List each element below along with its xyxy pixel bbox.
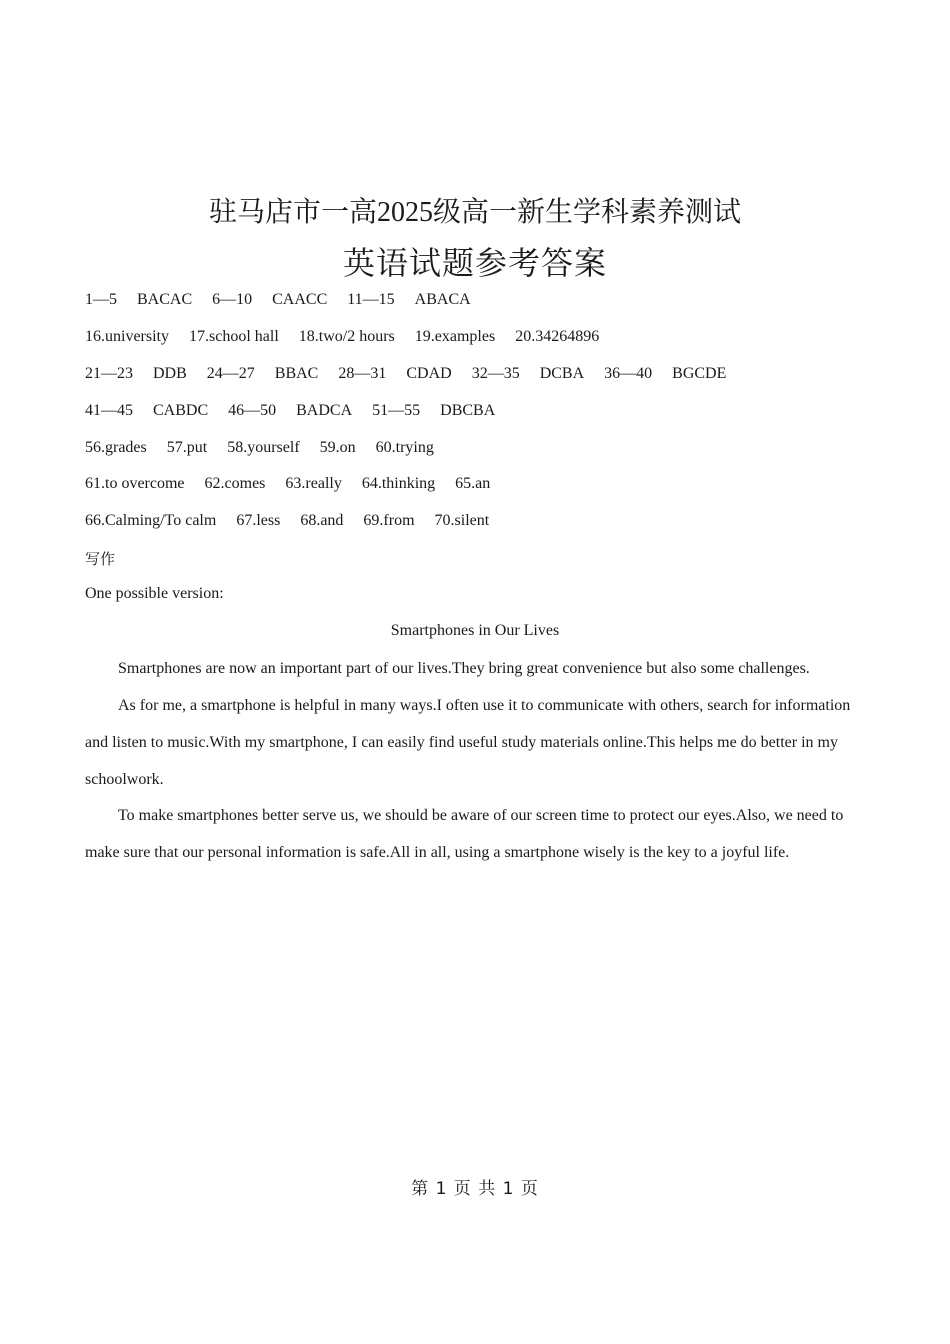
answer-range: 24—27 [206,365,255,382]
answer-item: 68.and [300,512,344,529]
answer-value: BBAC [274,365,319,382]
answer-value: CDAD [406,365,452,382]
answer-item: 58.yourself [227,439,300,456]
answer-value: BACAC [137,291,193,308]
answer-range: 32—35 [471,365,520,382]
answer-row-2 [85,328,599,346]
answer-item: 18.two/2 hours [298,328,395,345]
answer-row-3 [85,365,726,383]
document-title: 驻马店市一高2025级高一新生学科素养测试 [208,197,741,228]
answer-row-1 [85,291,471,309]
answer-range: 11—15 [347,291,395,308]
essay-paragraph-3: To make smartphones better serve us, we should be aware of our screen time to protect our eyes.Also, we need to make sure that our personal information is safe.All in all, using a smartphone wisely is the key to a joyful life. [85,807,844,861]
answer-item: 69.from [363,512,415,529]
answer-value: DDB [153,365,187,382]
page-number: 第 1 页 共 1 页 [411,1179,539,1199]
answer-range: 46—50 [228,402,277,419]
answer-item: 16.university [85,328,169,345]
answer-range: 21—23 [85,365,133,382]
essay-paragraph-1: Smartphones are now an important part of our lives.They bring great convenience but also some challenges. [118,660,810,677]
answer-item: 67.less [236,512,281,529]
answer-range: 1—5 [85,291,117,308]
answer-item: 57.put [166,439,208,456]
answer-item: 70.silent [434,512,490,529]
answer-item: 19.examples [414,328,496,345]
document-subtitle: 英语试题参考答案 [342,245,607,281]
answer-value: DBCBA [440,402,496,419]
essay-title: Smartphones in Our Lives [390,622,560,639]
answer-item: 17.school hall [189,328,279,345]
answer-row-7 [85,512,489,530]
answer-item: 59.on [319,439,356,456]
answer-item: 61.to overcome [85,475,185,492]
answer-range: 36—40 [604,365,653,382]
answer-value: ABACA [414,291,471,308]
answer-value: BGCDE [672,365,727,382]
answer-item: 62.comes [204,475,266,492]
writing-intro: One possible version: [85,585,224,602]
answer-item: 63.really [285,475,342,492]
answer-range: 51—55 [372,402,421,419]
answer-item: 64.thinking [361,475,436,492]
answer-row-6 [85,475,490,493]
answer-value: CABDC [153,402,209,419]
answer-range: 41—45 [85,402,133,419]
answer-item: 56.grades [85,439,147,456]
answer-item: 60.trying [375,439,434,456]
answer-range: 28—31 [338,365,387,382]
writing-section-label: 写作 [85,550,116,568]
answer-value: DCBA [539,365,585,382]
answer-item: 66.Calming/To calm [85,512,217,529]
answer-row-5 [85,439,434,457]
answer-item: 65.an [455,475,491,492]
answer-value: CAACC [272,291,328,308]
answer-item: 20.34264896 [515,328,600,345]
essay-paragraph-2: As for me, a smartphone is helpful in many ways.I often use it to communicate with others, search for information and listen to music.With my smartphone, I can easily find useful study materials online.This helps me do better in my schoolwork. [85,697,851,788]
answer-range: 6—10 [212,291,253,308]
answer-row-4 [85,402,495,420]
answer-value: BADCA [296,402,353,419]
